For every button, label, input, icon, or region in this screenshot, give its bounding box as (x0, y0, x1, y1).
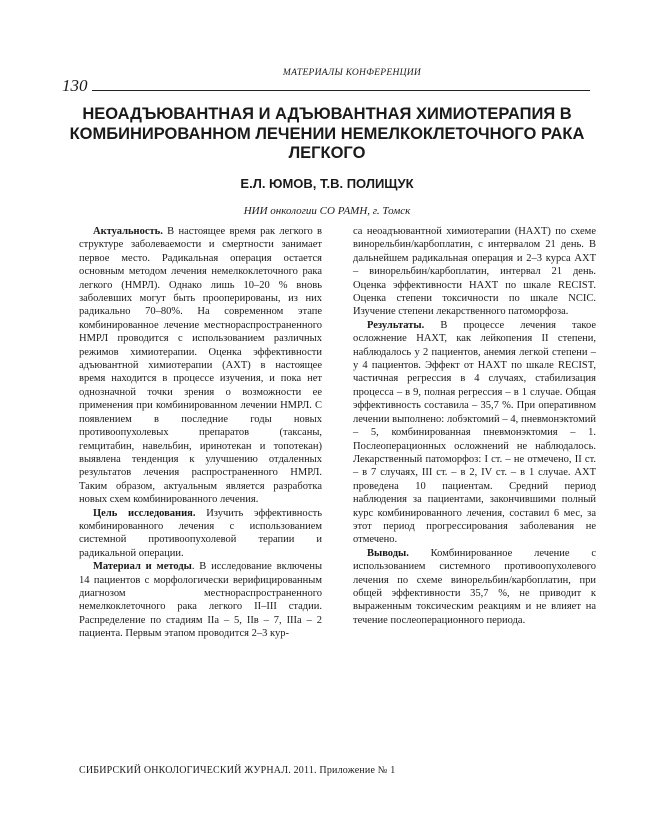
page-number: 130 (62, 76, 88, 95)
results-paragraph (353, 319, 596, 547)
left-column (79, 225, 322, 641)
relevance-paragraph (79, 225, 322, 507)
article-title: НЕОАДЪЮВАНТНАЯ И АДЪЮВАНТНАЯ ХИМИОТЕРАПИЯ В КОМБИНИРОВАННОМ ЛЕЧЕНИИ НЕМЕЛКОКЛЕТОЧНОГО РАКА ЛЕГКОГО (69, 105, 585, 162)
running-head: МАТЕРИАЛЫ КОНФЕРЕНЦИИ (282, 68, 422, 78)
article-authors: Е.Л. ЮМОВ, Т.В. ПОЛИЩУК (240, 176, 414, 191)
results-text: В процессе лечения такое осложнение НАХТ, как лейкопения II степени, наблюдалось у 2 пациентов, анемия легкой степени – у 4 пациентов. Эффект от НАХТ по шкале RECIST, частичная регрессия в 4 случаях, стабилизация процесса – в 9, полная регрессия – в 1 случае. Общая эффективность составила – 35,7 %. При оперативном лечении выполнено: лобэктомий – 4, пневмонэктомий – 5, комбинированная пневмонэктомия – 1. Послеоперационных осложнений не наблюдалось. Лекарственный патоморфоз: I ст. – не отмечено, II ст. – в 7 случаях, III ст. – в 2, IV ст. – в 1 случае. АХТ проведена 10 пациентам. Средний период наблюдения за пациентами, закончившими полный курс комбинированного лечения, составил 6 мес, за этот период прогрессирования заболевания не отмечено. (353, 319, 596, 546)
conclusions-text: Комбинированное лечение с использованием системного противоопухолевого лечения по схеме винорельбин/карбоплатин, при общей эффективности 35,7 %, не приводит к выраженным токсическим реакциям и не влияет на течение послеоперационного периода. (353, 547, 596, 626)
relevance-heading: Актуальность. (93, 226, 163, 237)
relevance-text: В настоящее время рак легкого в структуре заболеваемости и смертности занимает первое место. Радикальная операция остается основным методом лечения немелкоклеточного рака легкого (НМРЛ). Однако лишь 10–20 % вновь заболевших могут быть прооперированы, из них радикально 70–80%. На современном этапе комбинированное лечение местнораспространенного НМРЛ проводится с использованием различных режимов химиотерапии. Оценка эффективности адъювантной химиотерапии (АХТ) в настоящее время находится в процессе изучения, и пока нет однозначной точки зрения о возможности ее применения при комбинированном лечении НМРЛ. С появлением в последние годы новых противоопухолевых препаратов (таксаны, гемцитабин, навельбин, иринотекан и топотекан) выявлена тенденция к улучшению отдаленных результатов лечения распространенного НМРЛ. Таким образом, актуальным является разработка новых схем комбинированного лечения. (79, 226, 322, 506)
methods-heading: Материал и методы (93, 561, 192, 573)
methods-paragraph (79, 560, 322, 640)
methods-text: . В исследование включены 14 пациентов с морфологически верифицированным диагнозом местнораспространенного немелкоклеточного рака легкого II–III стадии. Распределение по стадиям IIа – 5, IIв – 7, IIIа – 2 пациента. Первым этапом проводится 2–3 кур- (79, 561, 322, 640)
aim-text: Изучить эффективность комбинированного лечения с использованием системной противоопухолевой терапии и радикальной операции. (79, 507, 322, 559)
article-affiliation: НИИ онкологии СО РАМН, г. Томск (243, 205, 411, 217)
right-column (353, 225, 596, 627)
conclusions-heading: Выводы. (367, 547, 409, 559)
aim-heading: Цель исследования. (93, 507, 196, 519)
results-heading: Результаты. (367, 319, 425, 331)
header-rule (92, 90, 590, 91)
conclusions-paragraph (353, 547, 596, 627)
aim-paragraph (79, 507, 322, 561)
methods-continued-text: са неоадъювантной химиотерапии (НАХТ) по схеме винорельбин/карбоплатин, с интервалом 21 день. В дальнейшем радикальная операция и 2–3 курса АХТ – винорельбин/карбоплатин, интервал 21 день. Оценка эффективности НАХТ по шкале RECIST. Оценка степени токсичности по шкале NCIC. Изучение степени лекарственного патоморфоза. (353, 226, 596, 318)
methods-continued-paragraph (353, 225, 596, 319)
journal-footer: СИБИРСКИЙ ОНКОЛОГИЧЕСКИЙ ЖУРНАЛ. 2011. Приложение № 1 (79, 765, 396, 776)
